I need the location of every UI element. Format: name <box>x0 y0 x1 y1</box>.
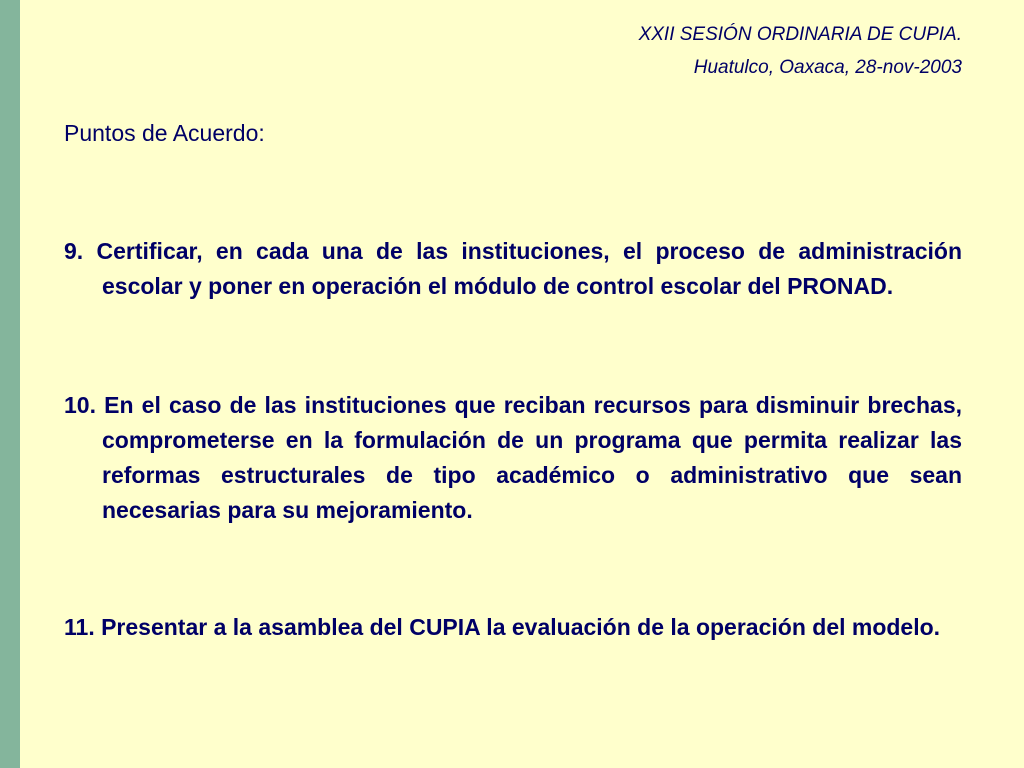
agreement-item-9: 9. Certificar, en cada una de las instituciones, el proceso de administración escolar y poner en operación el módulo de control escolar del PRONAD. <box>64 238 962 299</box>
section-title: Puntos de Acuerdo: <box>64 120 265 146</box>
agreement-item-10: 10. En el caso de las instituciones que reciban recursos para disminuir brechas, comprometerse en la formulación de un programa que permita realizar las reformas estructurales de tipo académico o administrativo que sean necesarias para su mejoramiento. <box>64 392 962 523</box>
session-title: XXII SESIÓN ORDINARIA DE CUPIA. <box>638 24 962 45</box>
session-location-date: Huatulco, Oaxaca, 28-nov-2003 <box>693 57 962 78</box>
agreement-item-11: 11. Presentar a la asamblea del CUPIA la evaluación de la operación del modelo. <box>64 614 941 640</box>
side-accent-bar <box>0 0 20 768</box>
